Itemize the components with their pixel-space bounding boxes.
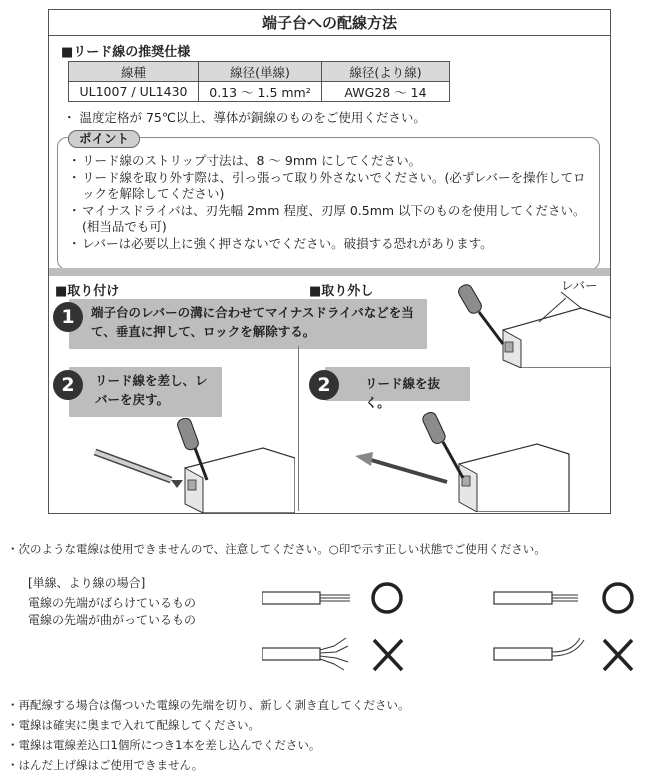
table-header-row xyxy=(69,62,450,82)
good-wire-left xyxy=(262,592,350,604)
install-step1-text: 端子台のレバーの溝に合わせてマイナスドライバなどを当て、垂直に押して、ロックを解除する。 xyxy=(91,305,414,339)
footer-note-4: ・はんだ上げ線はご使用できません。 xyxy=(7,758,204,772)
bent-wire xyxy=(494,638,584,660)
good-wire-right xyxy=(494,592,578,604)
point-box xyxy=(57,131,600,270)
lead-spec-heading: ■リード線の推奨仕様 xyxy=(61,45,191,60)
terminal-lever-illustration xyxy=(441,278,611,368)
footer-note-3: ・電線は電線差込口1個所につき1本を差し込んでください。 xyxy=(7,738,321,752)
point-label: ポイント xyxy=(68,130,140,148)
list-item: ・ レバーは必要以上に強く押さないでください。破損する恐れがあります。 xyxy=(68,235,493,251)
wire-case-bent: 電線の先端が曲がっているもの xyxy=(28,613,197,627)
point-list xyxy=(68,153,591,252)
cross-ng-icon xyxy=(374,640,402,670)
remove-step2-text: リード線を抜く。 xyxy=(365,376,441,410)
frayed-wire xyxy=(262,638,348,670)
cell-wire-type: UL1007 / UL1430 xyxy=(69,82,199,102)
list-item: ・ リード線を取り外す際は、引っ張って取り外さないでください。(必ずレバーを操作してロックを解除してください) xyxy=(68,169,586,201)
lead-spec-table xyxy=(68,61,450,102)
wire-case-frayed: 電線の先端がばらけているもの xyxy=(28,596,197,610)
footer-note-2: ・電線は確実に奥まで入れて配線してください。 xyxy=(7,718,260,732)
temperature-note: ・ 温度定格が 75℃以上、導体が銅線のものをご使用ください。 xyxy=(63,110,426,125)
page-title: 端子台への配線方法 xyxy=(49,10,610,36)
lever-label: レバー xyxy=(561,278,598,293)
wire-case-heading: [単線、より線の場合] xyxy=(28,576,146,590)
step2-badge: 2 xyxy=(53,370,83,400)
list-item: ・ リード線のストリップ寸法は、8 ～ 9mm にしてください。 xyxy=(68,153,422,168)
install-step2-text: リード線を差し、レバーを戻す。 xyxy=(95,373,208,407)
circle-ok-icon xyxy=(604,584,632,612)
install-heading: ■取り付け xyxy=(55,284,120,299)
install-step2-box xyxy=(69,367,222,417)
install-step1-box xyxy=(69,299,427,349)
cell-stranded-gauge: AWG28 ～ 14 xyxy=(322,82,450,102)
remove-step2-box xyxy=(325,367,470,410)
col-stranded-gauge: 線径(より線) xyxy=(322,62,450,82)
cell-solid-gauge: 0.13 ～ 1.5 mm² xyxy=(199,82,322,102)
footer-note-1: ・再配線する場合は傷ついた電線の先端を切り、新しく剥き直してください。 xyxy=(7,698,410,712)
cross-ng-icon xyxy=(604,640,632,670)
col-wire-type: 線種 xyxy=(69,62,199,82)
remove-step2-badge: 2 xyxy=(309,370,339,400)
list-item: ・ マイナスドライバは、刃先幅 2mm 程度、刃厚 0.5mm 以下のものを使用してください。(相当品でも可) xyxy=(68,202,586,234)
section-divider xyxy=(49,268,610,276)
remove-heading: ■取り外し xyxy=(309,284,374,299)
remove-wire-illustration xyxy=(349,412,611,512)
column-divider xyxy=(298,346,299,511)
wire-examples-diagram xyxy=(262,576,642,678)
wire-caution-note: ・次のような電線は使用できませんので、注意してください。○印で示す正しい状態でご使用ください。 xyxy=(7,542,546,556)
table-row xyxy=(69,82,450,102)
wiring-instructions-panel xyxy=(48,9,611,514)
circle-ok-icon xyxy=(373,584,401,612)
install-wire-illustration xyxy=(85,418,295,513)
step1-badge: 1 xyxy=(53,302,83,332)
col-solid-gauge: 線径(単線) xyxy=(199,62,322,82)
